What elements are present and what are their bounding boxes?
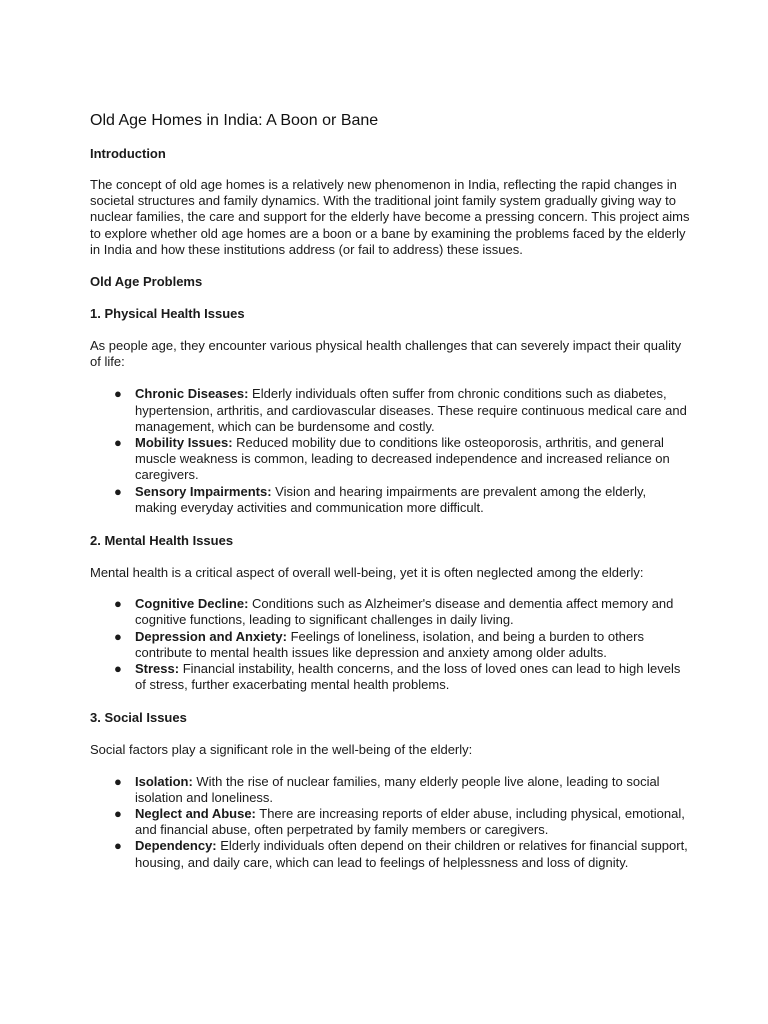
list-item-term: Isolation: <box>135 773 193 789</box>
list-item-term: Depression and Anxiety: <box>135 628 287 644</box>
list-item <box>90 661 690 693</box>
bullet-list-physical <box>90 386 690 516</box>
introduction-paragraph: The concept of old age homes is a relatively new phenomenon in India, reflecting the rapid changes in societal structures and family dynamics. With the traditional joint family system gradually giving way to nuclear families, the care and support for the elderly have become a pressing concern. This project aims to explore whether old age homes are a boon or a bane by examining the problems faced by the elderly in India and how these institutions address (or fail to address) these issues. <box>90 177 690 257</box>
list-item-term: Dependency: <box>135 838 217 854</box>
list-item-term: Stress: <box>135 661 180 677</box>
section-intro-mental: Mental health is a critical aspect of overall well-being, yet it is often neglected among the elderly: <box>90 565 644 581</box>
list-item-text: Feelings of loneliness, isolation, and being a burden to others contribute to mental health issues like depression and anxiety among older adults. <box>135 628 644 660</box>
bullet-icon: ● <box>114 435 122 451</box>
bullet-icon: ● <box>114 661 122 677</box>
bullet-icon: ● <box>114 806 122 822</box>
list-item <box>90 435 690 484</box>
list-item <box>90 484 690 516</box>
list-item <box>90 596 690 628</box>
bullet-list-mental <box>90 596 690 693</box>
document-title: Old Age Homes in India: A Boon or Bane <box>90 112 379 129</box>
problems-heading: Old Age Problems <box>90 274 203 290</box>
section-heading-social: 3. Social Issues <box>90 710 187 726</box>
list-item-text: Financial instability, health concerns, and the loss of loved ones can lead to high levels of stress, further exacerbating mental health problems. <box>135 661 681 693</box>
bullet-icon: ● <box>114 628 122 644</box>
list-item-term: Neglect and Abuse: <box>135 806 256 822</box>
section-heading-mental: 2. Mental Health Issues <box>90 533 234 549</box>
list-item-text: Vision and hearing impairments are prevalent among the elderly, making everyday activities and communication more difficult. <box>135 483 647 515</box>
document-page <box>90 110 690 871</box>
list-item <box>90 386 690 435</box>
bullet-icon: ● <box>114 596 122 612</box>
list-item-text: With the rise of nuclear families, many elderly people live alone, leading to social isolation and loneliness. <box>135 773 660 805</box>
list-item-text: Conditions such as Alzheimer's disease and dementia affect memory and cognitive functions, leading to significant challenges in daily living. <box>135 596 674 628</box>
bullet-icon: ● <box>114 773 122 789</box>
list-item-term: Chronic Diseases: <box>135 386 249 402</box>
bullet-list-social <box>90 774 690 871</box>
list-item <box>90 838 690 870</box>
list-item-term: Mobility Issues: <box>135 435 233 451</box>
section-intro-physical: As people age, they encounter various physical health challenges that can severely impact their quality of life: <box>90 338 682 370</box>
section-heading-physical: 1. Physical Health Issues <box>90 306 245 322</box>
list-item <box>90 806 690 838</box>
list-item-text: Elderly individuals often depend on their children or relatives for financial support, housing, and daily care, which can lead to feelings of helplessness and loss of dignity. <box>135 838 688 870</box>
list-item <box>90 774 690 806</box>
section-intro-social: Social factors play a significant role in the well-being of the elderly: <box>90 742 473 758</box>
bullet-icon: ● <box>114 483 122 499</box>
list-item-text: Elderly individuals often suffer from chronic conditions such as diabetes, hypertension, arthritis, and cardiovascular diseases. These require continuous medical care and management, which can be burdensome and costly. <box>135 386 687 434</box>
bullet-icon: ● <box>114 386 122 402</box>
list-item <box>90 629 690 661</box>
list-item-text: There are increasing reports of elder abuse, including physical, emotional, and financial abuse, often perpetrated by family members or caregivers. <box>135 806 685 838</box>
introduction-heading: Introduction <box>90 146 166 161</box>
bullet-icon: ● <box>114 838 122 854</box>
list-item-term: Sensory Impairments: <box>135 483 272 499</box>
list-item-term: Cognitive Decline: <box>135 596 249 612</box>
list-item-text: Reduced mobility due to conditions like osteoporosis, arthritis, and general muscle weakness is common, leading to decreased independence and increased reliance on caregivers. <box>135 435 670 483</box>
